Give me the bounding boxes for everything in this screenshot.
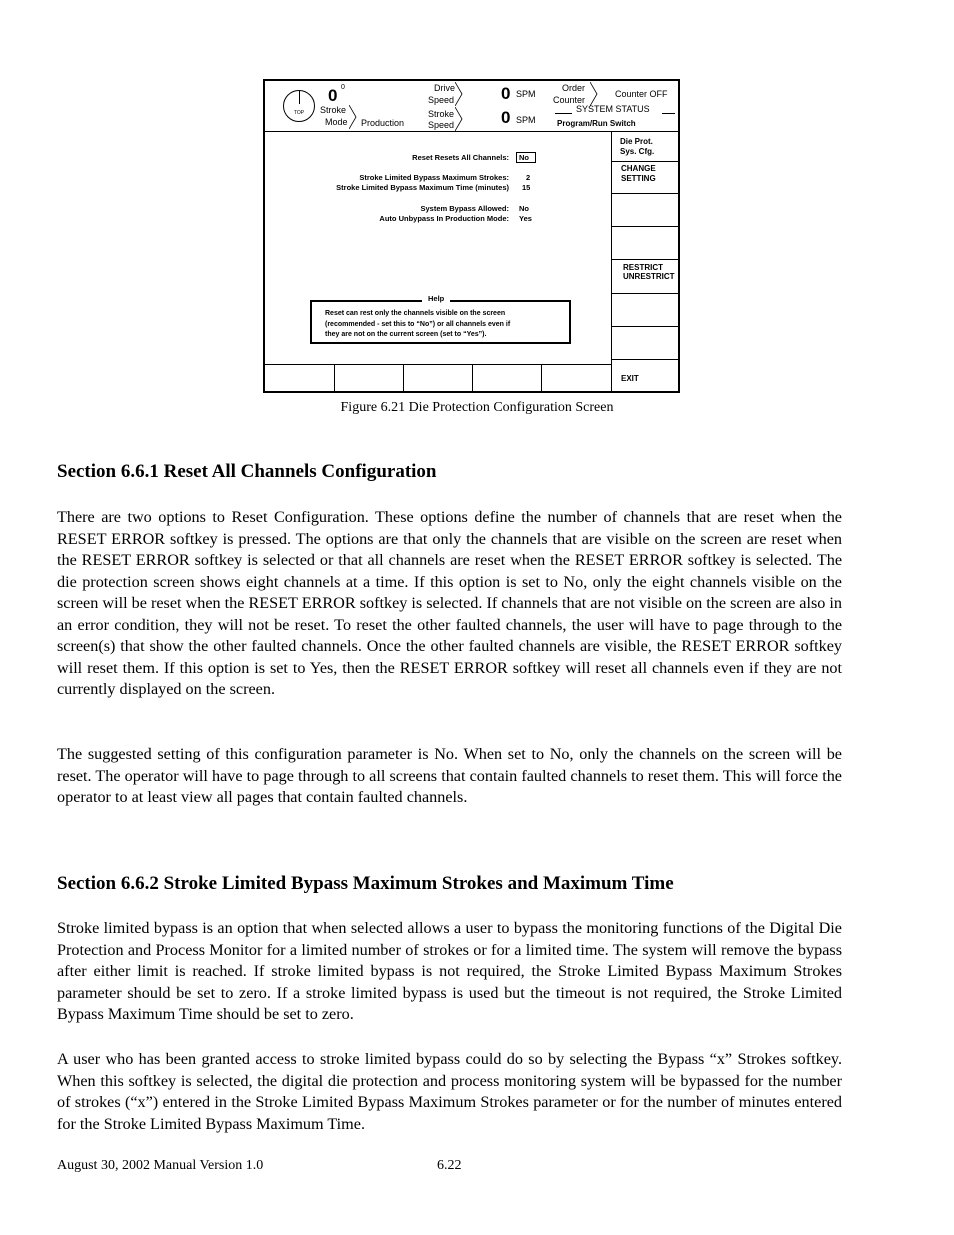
drive-speed-label-1: Drive: [434, 83, 456, 93]
order-counter-chevron-icon: [590, 82, 598, 106]
help-line-1: Reset can rest only the channels visible on the screen: [325, 310, 506, 317]
bottom-softkey-row: [265, 364, 611, 393]
change-line-2: SETTING: [621, 174, 656, 183]
die-prot-line-2: Sys. Cfg.: [620, 147, 655, 156]
mode-value: Production: [361, 118, 405, 128]
page-number: 6.22: [437, 1158, 462, 1173]
settings-panel: [265, 132, 611, 364]
softkey-blank-4[interactable]: [612, 327, 680, 360]
exit-label: EXIT: [621, 374, 639, 383]
die-prot-line-1: Die Prot.: [620, 137, 653, 146]
drive-speed-label-2: Speed: [428, 95, 455, 105]
drive-speed-chevron-icon: [455, 82, 463, 106]
max-strokes-label: Stroke Limited Bypass Maximum Strokes:: [359, 173, 509, 182]
system-bypass-label: System Bypass Allowed:: [420, 204, 509, 213]
figure-caption: Figure 6.21 Die Protection Configuration Screen: [340, 400, 614, 415]
order-counter-label-2: Counter: [553, 95, 586, 105]
section-6-6-1-para-1: There are two options to Reset Configuration. These options define the number of channels that are reset when the RESET ERROR softkey is pressed. The options are that only the channels that are visible on the screen are reset when the RESET ERROR softkey is selected or that all channels are reset when the RESET ERROR softkey is selected. The die protection screen shows eight channels at a time. If this option is set to No, only the eight channels visible on the screen will be reset when the RESET ERROR softkey is selected. If channels that are not visible on the screen are also in an error condition, they will not be reset. To reset the other faulted channels, the user will have to page through to the screen(s) that show the other faulted channels. Once the other faulted channels are visible, the RESET ERROR softkey will reset them. If this option is set to Yes, then the RESET ERROR softkey will reset all channels even if they are not currently displayed on the screen.: [57, 508, 843, 698]
stroke-count: 0: [328, 86, 338, 105]
softkey-blank-2[interactable]: [612, 227, 680, 260]
help-box: [310, 294, 571, 344]
auto-unbypass-label: Auto Unbypass In Production Mode:: [379, 214, 509, 223]
exit-softkey[interactable]: [612, 360, 680, 393]
section-6-6-1-heading: Section 6.6.1 Reset All Channels Configuration: [57, 461, 437, 482]
system-bypass-value[interactable]: No: [519, 204, 529, 213]
order-counter-label-1: Order: [562, 83, 586, 93]
softkey-blank-3[interactable]: [612, 294, 680, 327]
status-header: [265, 81, 678, 132]
stroke-speed-label-2: Speed: [428, 120, 455, 130]
section-6-6-2-para-2: A user who has been granted access to stroke limited bypass could do so by selecting the Bypass “x” Strokes softkey. When this softkey is selected, the digital die protection and process monitoring system will be bypassed for the number of strokes (“x”) entered in the Stroke Limited Bypass Maximum Strokes parameter or for the number of minutes entered for the Stroke Limited Bypass Maximum Time.: [57, 1050, 842, 1133]
reset-all-label: Reset Resets All Channels:: [412, 153, 509, 162]
stroke-mode-chevron-icon: [349, 105, 357, 129]
stroke-count-superscript: 0: [341, 84, 345, 91]
section-6-6-2-heading: Section 6.6.2 Stroke Limited Bypass Maximum Strokes and Maximum Time: [57, 873, 674, 894]
softkey-blank-1[interactable]: [612, 194, 680, 227]
help-title: Help: [422, 294, 450, 303]
restrict-unrestrict-softkey[interactable]: [612, 260, 680, 294]
dial-label: TOP: [293, 110, 305, 116]
stroke-speed-label-1: Stroke: [428, 109, 455, 119]
change-setting-softkey[interactable]: [612, 161, 680, 194]
program-run-switch: Program/Run Switch: [557, 119, 636, 128]
stroke-mode-label-1: Stroke: [320, 105, 347, 115]
die-protection-config-screen: [263, 79, 680, 393]
stroke-speed-value: 0: [501, 108, 511, 127]
section-6-6-1-para-2: The suggested setting of this configuration parameter is No. When set to No, only the channels on the screen will be reset. The operator will have to page through to all screens that contain faulted channels to reset them. This will force the operator to at least view all pages that contain faulted channels.: [57, 745, 842, 806]
stroke-speed-chevron-icon: [455, 107, 463, 131]
auto-unbypass-value[interactable]: Yes: [519, 214, 532, 223]
bottom-softkey-2[interactable]: [335, 365, 404, 393]
system-status: SYSTEM STATUS: [576, 104, 650, 114]
bottom-softkey-1[interactable]: [265, 365, 335, 393]
reset-all-value[interactable]: No: [516, 152, 536, 163]
bottom-softkey-3[interactable]: [404, 365, 473, 393]
restrict-line-1: RESTRICT: [623, 263, 663, 272]
restrict-line-2: UNRESTRICT: [623, 272, 675, 281]
max-strokes-value[interactable]: 2: [526, 173, 531, 182]
die-prot-sys-cfg-title: [612, 132, 680, 161]
footer-date-version: August 30, 2002 Manual Version 1.0: [57, 1158, 264, 1173]
help-line-2: (recommended - set this to “No”) or all channels even if: [325, 320, 511, 328]
max-time-value[interactable]: 15: [522, 183, 531, 192]
stroke-speed-unit: SPM: [516, 115, 536, 125]
stroke-position-dial-icon: [283, 90, 315, 122]
help-text: [325, 309, 565, 341]
help-line-3: they are not on the current screen (set to “Yes”).: [325, 331, 487, 338]
softkey-column: [611, 132, 680, 393]
drive-speed-unit: SPM: [516, 89, 536, 99]
counter-status: Counter OFF: [615, 89, 668, 99]
change-line-1: CHANGE: [621, 164, 656, 173]
stroke-mode-label-2: Mode: [325, 117, 348, 127]
max-time-label: Stroke Limited Bypass Maximum Time (minutes): [336, 183, 509, 192]
bottom-softkey-5[interactable]: [542, 365, 611, 393]
drive-speed-value: 0: [501, 84, 511, 103]
section-6-6-2-para-1: Stroke limited bypass is an option that when selected allows a user to bypass the monitoring functions of the Digital Die Protection and Process Monitor for a limited number of strokes or for a limited time. The system will remove the bypass after either limit is reached. If stroke limited bypass is not required, the Stroke Limited Bypass Maximum Strokes parameter should be set to zero. If a stroke limited bypass is used but the timeout is not required, the Stroke Limited Bypass Maximum Time should be set to zero.: [57, 919, 842, 1023]
bottom-softkey-4[interactable]: [473, 365, 542, 393]
